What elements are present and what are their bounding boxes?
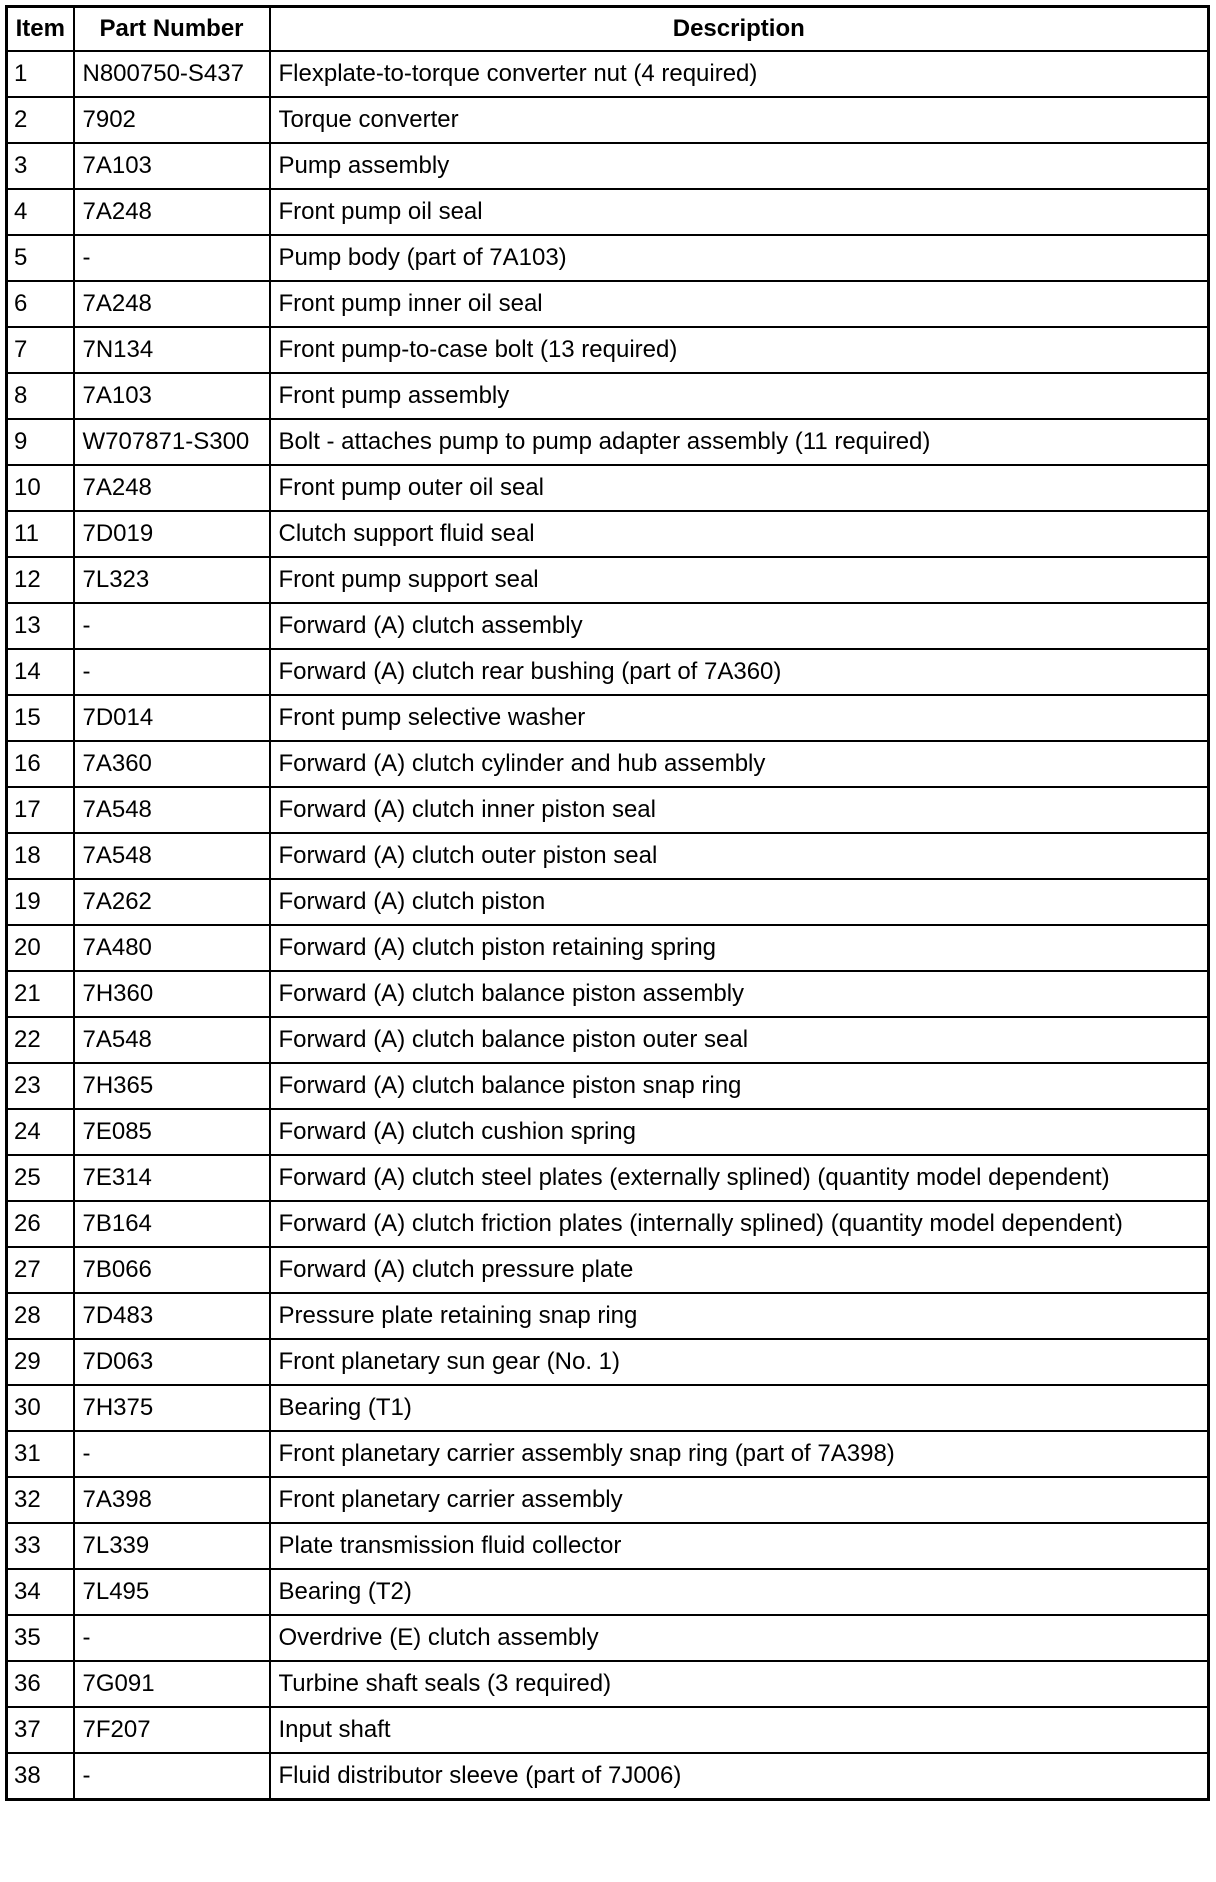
part-number-cell: -	[74, 235, 270, 281]
table-row	[7, 1385, 1209, 1431]
description-cell: Forward (A) clutch pressure plate	[270, 1247, 1209, 1293]
description-cell: Overdrive (E) clutch assembly	[270, 1615, 1209, 1661]
description-cell: Pump body (part of 7A103)	[270, 235, 1209, 281]
part-number-cell: 7L495	[74, 1569, 270, 1615]
item-cell: 27	[7, 1247, 74, 1293]
table-row	[7, 695, 1209, 741]
part-number-cell: 7E085	[74, 1109, 270, 1155]
description-cell: Flexplate-to-torque converter nut (4 required)	[270, 51, 1209, 97]
description-cell: Front pump oil seal	[270, 189, 1209, 235]
table-row	[7, 649, 1209, 695]
table-row	[7, 1477, 1209, 1523]
part-number-cell: 7A103	[74, 373, 270, 419]
item-cell: 16	[7, 741, 74, 787]
part-number-cell: 7H365	[74, 1063, 270, 1109]
description-cell: Forward (A) clutch piston retaining spring	[270, 925, 1209, 971]
description-cell: Torque converter	[270, 97, 1209, 143]
table-row	[7, 603, 1209, 649]
item-cell: 13	[7, 603, 74, 649]
description-cell: Clutch support fluid seal	[270, 511, 1209, 557]
table-row	[7, 741, 1209, 787]
table-row	[7, 1523, 1209, 1569]
description-cell: Pressure plate retaining snap ring	[270, 1293, 1209, 1339]
item-cell: 35	[7, 1615, 74, 1661]
description-cell: Front pump-to-case bolt (13 required)	[270, 327, 1209, 373]
description-cell: Front pump support seal	[270, 557, 1209, 603]
item-cell: 15	[7, 695, 74, 741]
item-cell: 10	[7, 465, 74, 511]
table-row	[7, 465, 1209, 511]
item-cell: 18	[7, 833, 74, 879]
table-row	[7, 1293, 1209, 1339]
table-row	[7, 1753, 1209, 1800]
description-cell: Front planetary carrier assembly snap ring (part of 7A398)	[270, 1431, 1209, 1477]
description-cell: Forward (A) clutch friction plates (internally splined) (quantity model dependent)	[270, 1201, 1209, 1247]
part-number-cell: 7A398	[74, 1477, 270, 1523]
item-cell: 19	[7, 879, 74, 925]
parts-table	[5, 5, 1210, 1801]
table-row	[7, 1661, 1209, 1707]
table-row	[7, 971, 1209, 1017]
part-number-cell: 7N134	[74, 327, 270, 373]
item-cell: 26	[7, 1201, 74, 1247]
item-cell: 30	[7, 1385, 74, 1431]
column-header-description: Description	[270, 7, 1209, 52]
part-number-cell: 7D063	[74, 1339, 270, 1385]
item-cell: 6	[7, 281, 74, 327]
description-cell: Forward (A) clutch inner piston seal	[270, 787, 1209, 833]
table-row	[7, 281, 1209, 327]
item-cell: 17	[7, 787, 74, 833]
table-row	[7, 833, 1209, 879]
table-row	[7, 327, 1209, 373]
part-number-cell: 7B164	[74, 1201, 270, 1247]
part-number-cell: 7L339	[74, 1523, 270, 1569]
table-body	[7, 51, 1209, 1800]
description-cell: Bearing (T2)	[270, 1569, 1209, 1615]
item-cell: 5	[7, 235, 74, 281]
parts-list-sheet	[5, 5, 1210, 1876]
item-cell: 25	[7, 1155, 74, 1201]
item-cell: 34	[7, 1569, 74, 1615]
part-number-cell: 7A548	[74, 833, 270, 879]
part-number-cell: 7A248	[74, 465, 270, 511]
description-cell: Front pump outer oil seal	[270, 465, 1209, 511]
description-cell: Front pump selective washer	[270, 695, 1209, 741]
part-number-cell: 7H375	[74, 1385, 270, 1431]
item-cell: 29	[7, 1339, 74, 1385]
part-number-cell: N800750-S437	[74, 51, 270, 97]
table-row	[7, 1707, 1209, 1753]
description-cell: Input shaft	[270, 1707, 1209, 1753]
table-row	[7, 557, 1209, 603]
table-row	[7, 879, 1209, 925]
column-header-part-number: Part Number	[74, 7, 270, 52]
item-cell: 24	[7, 1109, 74, 1155]
item-cell: 11	[7, 511, 74, 557]
part-number-cell: 7D019	[74, 511, 270, 557]
table-row	[7, 1615, 1209, 1661]
part-number-cell: 7A548	[74, 787, 270, 833]
item-cell: 12	[7, 557, 74, 603]
description-cell: Front pump assembly	[270, 373, 1209, 419]
table-row	[7, 1247, 1209, 1293]
table-row	[7, 1017, 1209, 1063]
part-number-cell: -	[74, 1753, 270, 1800]
description-cell: Forward (A) clutch outer piston seal	[270, 833, 1209, 879]
item-cell: 32	[7, 1477, 74, 1523]
part-number-cell: 7A103	[74, 143, 270, 189]
item-cell: 37	[7, 1707, 74, 1753]
description-cell: Forward (A) clutch cylinder and hub assembly	[270, 741, 1209, 787]
item-cell: 14	[7, 649, 74, 695]
item-cell: 21	[7, 971, 74, 1017]
part-number-cell: 7A548	[74, 1017, 270, 1063]
item-cell: 33	[7, 1523, 74, 1569]
description-cell: Plate transmission fluid collector	[270, 1523, 1209, 1569]
part-number-cell: 7902	[74, 97, 270, 143]
item-cell: 38	[7, 1753, 74, 1800]
part-number-cell: 7A480	[74, 925, 270, 971]
description-cell: Forward (A) clutch cushion spring	[270, 1109, 1209, 1155]
table-row	[7, 97, 1209, 143]
table-row	[7, 1063, 1209, 1109]
description-cell: Turbine shaft seals (3 required)	[270, 1661, 1209, 1707]
part-number-cell: -	[74, 1431, 270, 1477]
description-cell: Bolt - attaches pump to pump adapter assembly (11 required)	[270, 419, 1209, 465]
part-number-cell: 7A360	[74, 741, 270, 787]
part-number-cell: 7D483	[74, 1293, 270, 1339]
description-cell: Forward (A) clutch piston	[270, 879, 1209, 925]
description-cell: Front planetary sun gear (No. 1)	[270, 1339, 1209, 1385]
description-cell: Forward (A) clutch steel plates (externally splined) (quantity model dependent)	[270, 1155, 1209, 1201]
table-row	[7, 925, 1209, 971]
description-cell: Front pump inner oil seal	[270, 281, 1209, 327]
description-cell: Forward (A) clutch balance piston outer seal	[270, 1017, 1209, 1063]
item-cell: 22	[7, 1017, 74, 1063]
description-cell: Forward (A) clutch balance piston snap ring	[270, 1063, 1209, 1109]
part-number-cell: 7A248	[74, 189, 270, 235]
table-row	[7, 511, 1209, 557]
description-cell: Front planetary carrier assembly	[270, 1477, 1209, 1523]
part-number-cell: -	[74, 603, 270, 649]
description-cell: Fluid distributor sleeve (part of 7J006)	[270, 1753, 1209, 1800]
description-cell: Forward (A) clutch assembly	[270, 603, 1209, 649]
part-number-cell: 7H360	[74, 971, 270, 1017]
item-cell: 23	[7, 1063, 74, 1109]
item-cell: 2	[7, 97, 74, 143]
item-cell: 7	[7, 327, 74, 373]
item-cell: 20	[7, 925, 74, 971]
item-cell: 31	[7, 1431, 74, 1477]
part-number-cell: 7A262	[74, 879, 270, 925]
item-cell: 3	[7, 143, 74, 189]
description-cell: Forward (A) clutch rear bushing (part of 7A360)	[270, 649, 1209, 695]
table-row	[7, 373, 1209, 419]
description-cell: Forward (A) clutch balance piston assembly	[270, 971, 1209, 1017]
table-row	[7, 1339, 1209, 1385]
part-number-cell: W707871-S300	[74, 419, 270, 465]
table-row	[7, 787, 1209, 833]
item-cell: 28	[7, 1293, 74, 1339]
table-row	[7, 51, 1209, 97]
table-row	[7, 1569, 1209, 1615]
part-number-cell: 7G091	[74, 1661, 270, 1707]
part-number-cell: 7L323	[74, 557, 270, 603]
table-row	[7, 143, 1209, 189]
part-number-cell: 7A248	[74, 281, 270, 327]
part-number-cell: 7E314	[74, 1155, 270, 1201]
table-row	[7, 1109, 1209, 1155]
table-row	[7, 1201, 1209, 1247]
item-cell: 4	[7, 189, 74, 235]
item-cell: 9	[7, 419, 74, 465]
table-row	[7, 189, 1209, 235]
column-header-item: Item	[7, 7, 74, 52]
part-number-cell: 7D014	[74, 695, 270, 741]
part-number-cell: 7B066	[74, 1247, 270, 1293]
table-header	[7, 7, 1209, 52]
table-row	[7, 1431, 1209, 1477]
part-number-cell: -	[74, 649, 270, 695]
item-cell: 8	[7, 373, 74, 419]
header-row	[7, 7, 1209, 52]
part-number-cell: -	[74, 1615, 270, 1661]
table-row	[7, 1155, 1209, 1201]
description-cell: Pump assembly	[270, 143, 1209, 189]
item-cell: 36	[7, 1661, 74, 1707]
description-cell: Bearing (T1)	[270, 1385, 1209, 1431]
table-row	[7, 235, 1209, 281]
part-number-cell: 7F207	[74, 1707, 270, 1753]
item-cell: 1	[7, 51, 74, 97]
table-row	[7, 419, 1209, 465]
